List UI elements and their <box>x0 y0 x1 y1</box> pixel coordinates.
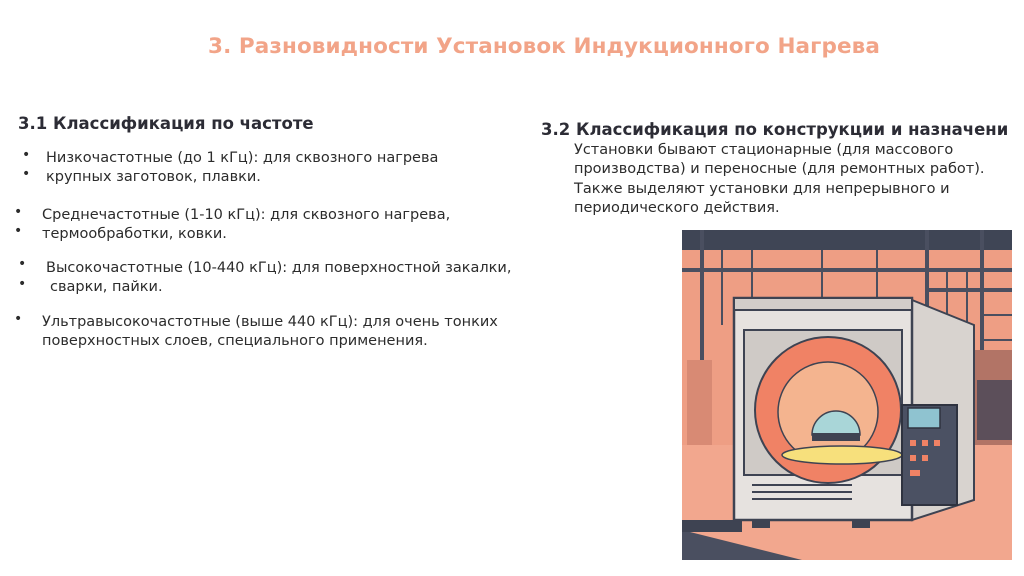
bullet-text: термообработки, ковки. <box>42 226 227 242</box>
bullet-text: Ультравысокочастотные (выше 440 кГц): для очень тонких <box>42 314 498 330</box>
bullet-marker: • <box>14 223 23 239</box>
bullet-text: поверхностных слоев, специального применения. <box>42 333 428 349</box>
bullet-text: Среднечастотные (1-10 кГц): для сквозного нагрева, <box>42 207 451 223</box>
induction-furnace-illustration <box>682 230 1012 560</box>
section-heading-construction: 3.2 Классификация по конструкции и назначени <box>541 120 1009 139</box>
bullet-text: крупных заготовок, плавки. <box>46 169 261 185</box>
section-heading-frequency: 3.1 Классификация по частоте <box>18 114 314 133</box>
bullet-marker: • <box>14 204 23 220</box>
paragraph-line: Также выделяют установки для непрерывного и <box>574 181 950 197</box>
paragraph-line: периодического действия. <box>574 200 780 216</box>
paragraph-line: производства) и переносные (для ремонтных работ). <box>574 161 985 177</box>
bullet-text: Низкочастотные (до 1 кГц): для сквозного нагрева <box>46 150 439 166</box>
bullet-marker: • <box>22 166 31 182</box>
bullet-text: сварки, пайки. <box>50 279 163 295</box>
bullet-marker: • <box>22 147 31 163</box>
slide-title: 3. Разновидности Установок Индукционного Нагрева <box>208 34 880 59</box>
bullet-marker: • <box>18 276 27 292</box>
paragraph-line: Установки бывают стационарные (для массового <box>574 142 954 158</box>
bullet-marker: • <box>14 311 23 327</box>
bullet-marker: • <box>18 256 27 272</box>
bullet-text: Высокочастотные (10-440 кГц): для поверхностной закалки, <box>46 260 512 276</box>
